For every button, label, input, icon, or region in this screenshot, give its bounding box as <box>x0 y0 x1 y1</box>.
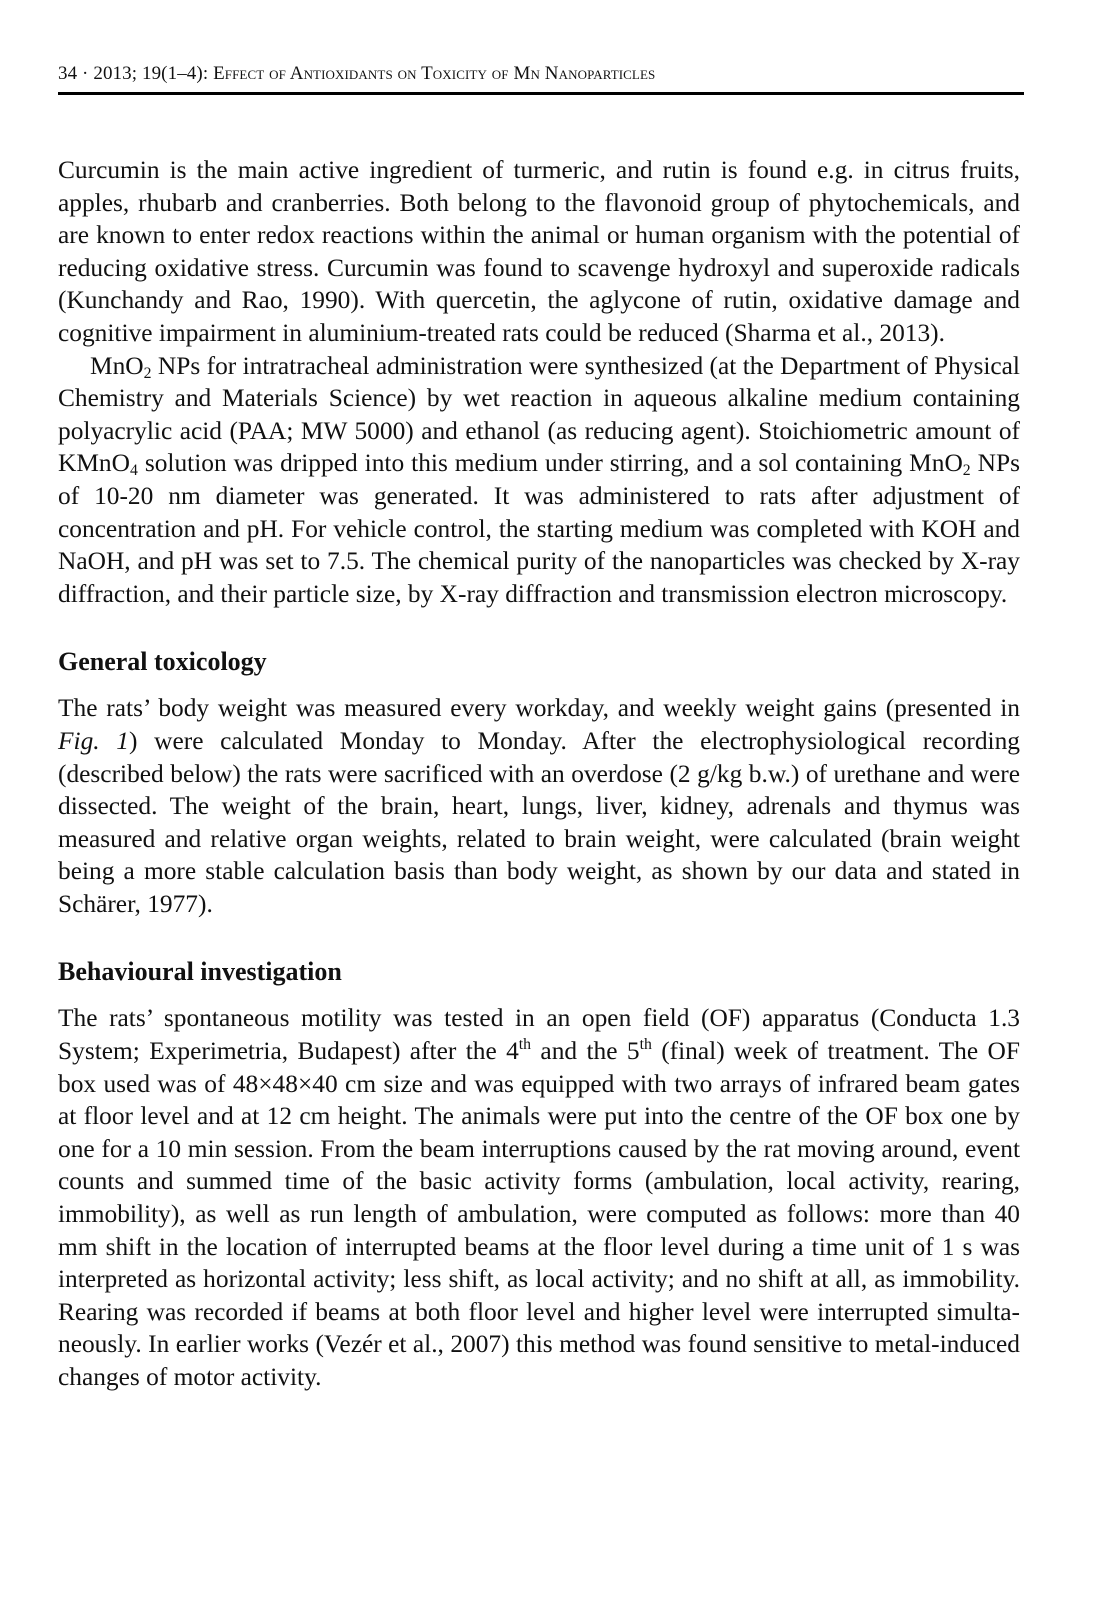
page-number: 34 <box>58 63 78 84</box>
header-separator: · <box>77 63 94 84</box>
paragraph-general-toxicology: The rats’ body weight was measured every workday, and weekly weight gains (presented in Fig. 1) were calculated Monday to Monday. After the electrophysiological recording (described below) the rats were sacrificed with an overdose (2 g/kg b.w.) of urethane and were dissected. The weight of the brain, heart, lungs, liver, kidney, adrenals and thymus was measured and relative organ weights, related to brain weight, were calculated (brain weight being a more stable calculation basis than body weight, as shown by our data and stated in Schärer, 1977). <box>58 694 1020 918</box>
article-body <box>58 154 1020 1394</box>
paragraph-antioxidants: Curcumin is the main active ingredient of turmeric, and rutin is found e.g. in citrus fruits, apples, rhubarb and cranberries. Both belong to the flavonoid group of phytochemicals, and are known to enter redox reactions within the animal or human organism with the potential of reducing oxidative stress. Curcumin was found to scavenge hydroxyl and superoxide radicals (Kunchandy and Rao, 1990). With quercetin, the aglycone of rutin, oxidative damage and cognitive impairment in aluminium-treated rats could be reduced (Sharma et al., 2013). <box>58 156 1020 347</box>
paragraph-nanoparticle-synthesis: MnO$_2$ NPs for intratracheal administration were synthesized (at the Department of Physical Chemistry and Materials Science) by wet reaction in aqueous alkaline medium containing polyacrylic acid (PAA; MW 5000) and ethanol (as reducing agent). Stoichiometric amount of KMnO$_4$ solution was dripped into this medium under stirring, and a sol containing MnO$_2$ NPs of 10-20 nm diameter was generated. It was administered to rats after adjustment of concentration and pH. For vehicle control, the starting medium was completed with KOH and NaOH, and pH was set to 7.5. The chemical purity of the nanoparticles was checked by X-ray diffraction, and their particle size, by X-ray diffraction and transmission electron microscopy. <box>58 351 1020 608</box>
journal-citation: 2013; 19(1–4): <box>93 63 214 84</box>
section-heading-behavioural-investigation: Behavioural investigation <box>58 957 342 987</box>
section-heading-general-toxicology: General toxicology <box>58 647 267 677</box>
paragraph-behavioural-investigation: The rats’ spontaneous motility was tested in an open field (OF) apparatus (Conducta 1.3 System; Experimetria, Budapest) after the 4th and the 5th (final) week of treatment. The OF box used was of 48×48×40 cm size and was equipped with two arrays of infrared beam gates at floor level and at 12 cm height. The animals were put into the centre of the OF box one by one for a 10 min session. From the beam interruptions caused by the rat moving around, event counts and summed time of the basic activity forms (ambulation, local activity, rearing, immobility), as well as run length of ambulation, were computed as follows: more than 40 mm shift in the location of interrupted beams at the floor level during a time unit of 1 s was interpreted as horizontal activity; less shift, as local activity; and no shift at all, as immobility. Rearing was recorded if beams at both floor level and higher level were interrupted simultaneously. In earlier works (Vezér et al., 2007) this method was found sensitive to metal-induced changes of motor activity. <box>58 1004 1020 1391</box>
header-rule <box>58 92 1024 95</box>
figure-reference: Fig. 1 <box>58 726 129 755</box>
article-title: Effect of Antioxidants on Toxicity of Mn Nanoparticles <box>213 63 656 84</box>
running-header <box>58 62 1024 86</box>
